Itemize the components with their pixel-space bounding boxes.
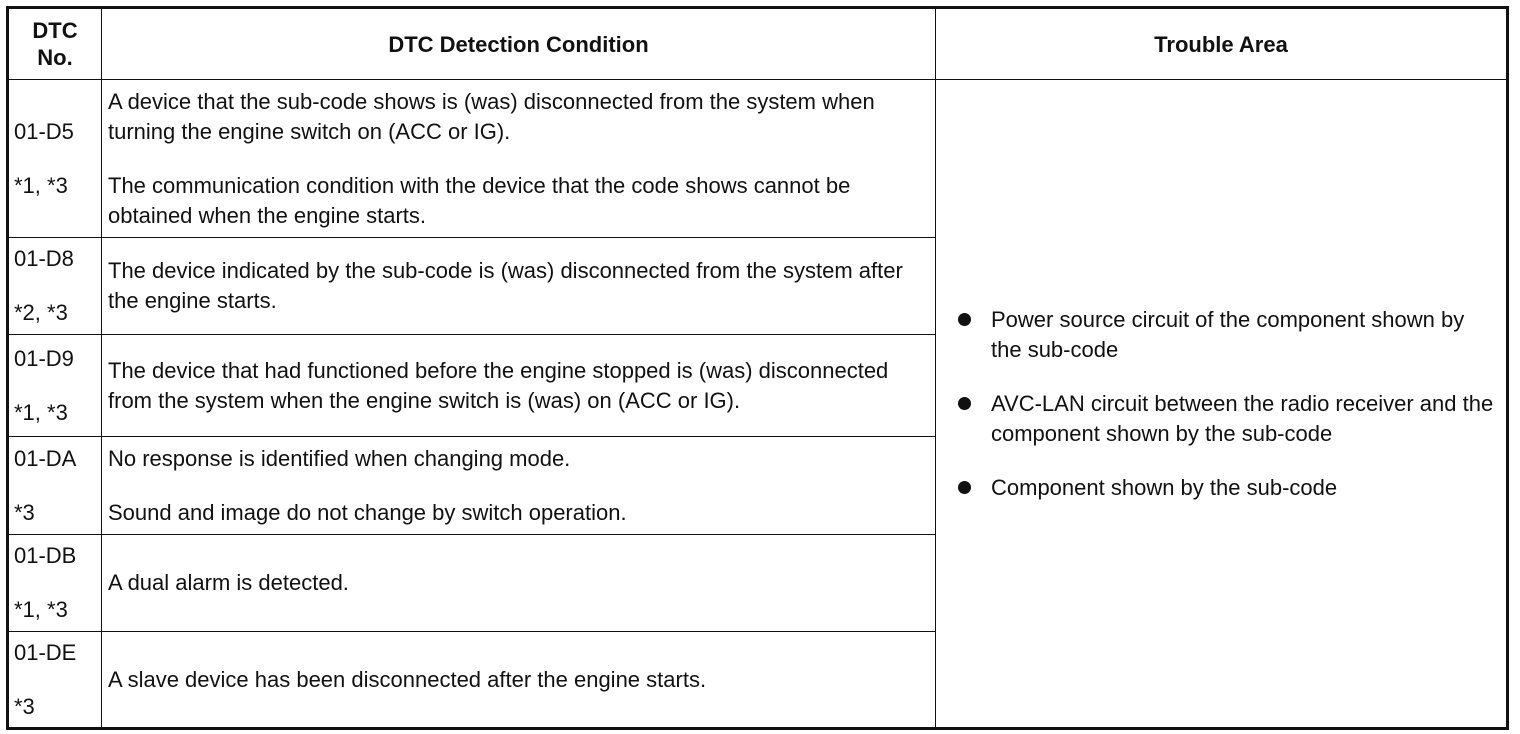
detection-condition-cell xyxy=(102,535,936,632)
dtc-note: *1, *3 xyxy=(14,172,68,198)
detection-condition-cell xyxy=(102,632,936,729)
dtc-note: *3 xyxy=(14,499,35,525)
detection-condition-cell xyxy=(102,335,936,437)
trouble-area-cell xyxy=(936,80,1508,729)
trouble-area-text: Power source circuit of the component shown by the sub-code xyxy=(991,306,1465,362)
dtc-code-cell xyxy=(8,80,102,238)
detection-condition-text: A device that the sub-code shows is (was) disconnected from the system when turning the engine switch on (ACC or IG). xyxy=(108,88,875,144)
detection-condition-text: Sound and image do not change by switch operation. xyxy=(108,499,627,525)
filled-circle-bullet-icon xyxy=(958,481,971,494)
detection-condition-text: A dual alarm is detected. xyxy=(108,570,349,595)
dtc-code: 01-D5 xyxy=(14,118,74,144)
header-row xyxy=(8,8,1508,80)
header-dtc-no-label: DTC No. xyxy=(32,18,78,70)
dtc-code-cell xyxy=(8,335,102,437)
filled-circle-bullet-icon xyxy=(958,313,971,326)
header-dtc-no xyxy=(8,8,102,80)
detection-condition-text: The device that had functioned before the engine stopped is (was) disconnected from the system when the engine switch is (was) on (ACC or IG). xyxy=(108,357,889,413)
dtc-note: *1, *3 xyxy=(14,399,68,425)
dtc-code-cell xyxy=(8,632,102,729)
detection-condition-cell xyxy=(102,437,936,535)
dtc-note: *2, *3 xyxy=(14,300,68,325)
dtc-code: 01-D9 xyxy=(14,345,74,371)
detection-condition-cell xyxy=(102,238,936,335)
trouble-area-text: Component shown by the sub-code xyxy=(991,474,1338,500)
dtc-code: 01-DB xyxy=(14,543,77,568)
dtc-code: 01-D8 xyxy=(14,246,74,271)
dtc-note: *3 xyxy=(14,693,35,719)
dtc-code: 01-DE xyxy=(14,639,77,665)
header-trouble-area: Trouble Area xyxy=(936,8,1508,80)
dtc-note: *1, *3 xyxy=(14,597,68,622)
header-detection-condition: DTC Detection Condition xyxy=(102,8,936,80)
dtc-code: 01-DA xyxy=(14,445,77,471)
filled-circle-bullet-icon xyxy=(958,397,971,410)
detection-condition-text: The communication condition with the device that the code shows cannot be obtained when the engine starts. xyxy=(108,172,851,228)
dtc-code-cell xyxy=(8,238,102,335)
trouble-area-list xyxy=(956,305,1498,503)
dtc-table xyxy=(6,6,1509,730)
detection-condition-text: A slave device has been disconnected after the engine starts. xyxy=(108,666,707,692)
dtc-code-cell xyxy=(8,437,102,535)
list-item xyxy=(956,389,1498,449)
detection-condition-text: The device indicated by the sub-code is (was) disconnected from the system after the engine starts. xyxy=(108,258,903,313)
list-item xyxy=(956,473,1498,503)
trouble-area-text: AVC-LAN circuit between the radio receiver and the component shown by the sub-code xyxy=(991,390,1494,446)
list-item xyxy=(956,305,1498,365)
dtc-code-cell xyxy=(8,535,102,632)
detection-condition-text: No response is identified when changing mode. xyxy=(108,445,571,471)
detection-condition-cell xyxy=(102,80,936,238)
table-row xyxy=(8,80,1508,238)
